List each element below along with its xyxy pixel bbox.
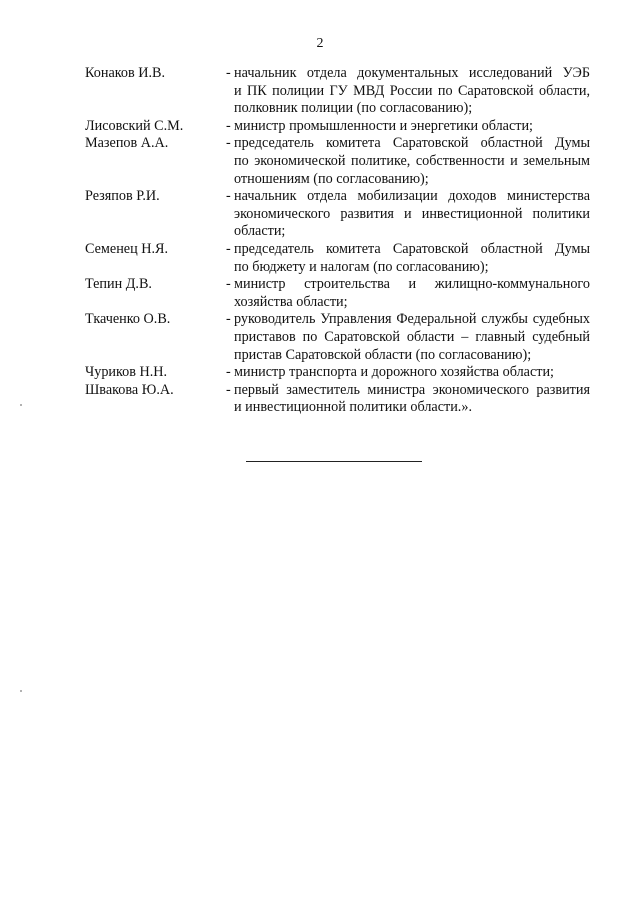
- member-position-line: отношениям (по согласованию);: [234, 170, 429, 187]
- closing-rule: [246, 461, 422, 462]
- member-position-line: по экономической политике, собственности и земельным: [234, 152, 590, 169]
- member-position: [234, 135, 590, 188]
- member-dash: -: [226, 135, 231, 152]
- member-dash: -: [226, 240, 231, 257]
- member-row: [85, 241, 590, 276]
- member-position-line: министр транспорта и дорожного хозяйства области;: [234, 364, 555, 381]
- member-dash: -: [226, 364, 231, 381]
- member-position-line: хозяйства области;: [234, 293, 348, 310]
- member-position: [234, 241, 590, 276]
- member-position-line: начальник отдела документальных исследований УЭБ: [234, 65, 590, 81]
- member-row: [85, 188, 590, 241]
- member-name: Мазепов А.А.: [85, 135, 169, 152]
- member-row: [85, 276, 590, 311]
- member-position-line: руководитель Управления Федеральной службы судебных: [234, 311, 590, 328]
- member-row: [85, 382, 590, 417]
- member-name: Тепин Д.В.: [85, 276, 152, 293]
- scan-speck: [20, 404, 22, 406]
- member-position: [234, 65, 590, 118]
- member-name: Швакова Ю.А.: [85, 381, 174, 398]
- member-position: [234, 364, 590, 382]
- member-row: [85, 65, 590, 118]
- member-row: [85, 135, 590, 188]
- member-position: [234, 188, 590, 241]
- member-position-line: полковник полиции (по согласованию);: [234, 100, 473, 117]
- member-name: Конаков И.В.: [85, 65, 166, 81]
- member-position-line: приставов по Саратовской области – главный судебный: [234, 328, 590, 345]
- member-position-line: министр промышленности и энергетики области;: [234, 117, 533, 134]
- member-position-line: экономического развития и инвестиционной политики: [234, 205, 590, 222]
- member-name: Семенец Н.Я.: [85, 240, 169, 257]
- member-position-line: председатель комитета Саратовской областной Думы: [234, 135, 590, 152]
- scan-speck: [20, 690, 22, 692]
- member-name: Чуриков Н.Н.: [85, 364, 168, 381]
- commission-members-list: [85, 65, 590, 417]
- member-position-line: и ПК полиции ГУ МВД России по Саратовской области,: [234, 82, 590, 99]
- page-number: 2: [316, 36, 324, 51]
- member-row: [85, 311, 590, 364]
- member-position-line: пристав Саратовской области (по согласованию);: [234, 346, 532, 363]
- member-dash: -: [226, 117, 231, 134]
- member-position: [234, 118, 590, 136]
- member-row: [85, 118, 590, 136]
- member-dash: -: [226, 311, 231, 328]
- member-name: Лисовский С.М.: [85, 117, 184, 134]
- member-position: [234, 276, 590, 311]
- member-position-line: по бюджету и налогам (по согласованию);: [234, 258, 489, 275]
- member-position-line: области;: [234, 223, 286, 240]
- member-position-line: министр строительства и жилищно-коммунального: [234, 276, 590, 293]
- member-dash: -: [226, 188, 231, 205]
- member-row: [85, 364, 590, 382]
- member-position-line: председатель комитета Саратовской областной Думы: [234, 240, 590, 257]
- member-position: [234, 311, 590, 364]
- member-dash: -: [226, 65, 231, 81]
- member-name: Ткаченко О.В.: [85, 311, 171, 328]
- member-dash: -: [226, 276, 231, 293]
- member-name: Резяпов Р.И.: [85, 188, 160, 205]
- member-position-line: первый заместитель министра экономического развития: [234, 381, 590, 398]
- member-position-line: начальник отдела мобилизации доходов министерства: [234, 188, 590, 205]
- member-position-line: и инвестиционной политики области.».: [234, 399, 472, 416]
- member-position: [234, 382, 590, 417]
- member-dash: -: [226, 381, 231, 398]
